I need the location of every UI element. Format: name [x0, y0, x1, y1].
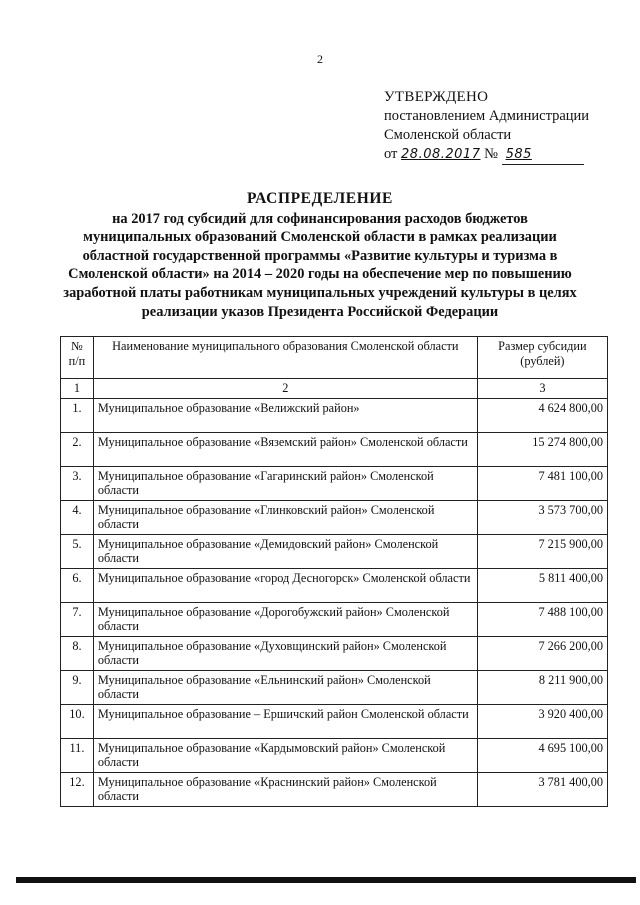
row-subsidy-amount: 8 211 900,00	[477, 670, 607, 704]
row-municipality-name: Муниципальное образование «Дорогобужский район» Смоленской области	[93, 602, 477, 636]
approval-region-line: Смоленской области	[384, 127, 512, 143]
row-number: 9.	[61, 670, 94, 704]
row-municipality-name: Муниципальное образование «Велижский район»	[93, 398, 477, 432]
column-index-2: 2	[93, 379, 477, 399]
bottom-scan-edge	[16, 877, 636, 883]
table-row	[61, 466, 608, 500]
handwritten-number: 585	[505, 147, 532, 162]
row-number: 5.	[61, 534, 94, 568]
table-header-row	[61, 337, 608, 379]
column-index-1: 1	[61, 379, 94, 399]
title-line-4: Смоленской области» на 2014 – 2020 годы на обеспечение мер по повышению	[68, 266, 572, 283]
title-line-6: реализации указов Президента Российской Федерации	[141, 303, 499, 320]
row-number: 1.	[61, 398, 94, 432]
page-number: 2	[317, 52, 323, 66]
row-number: 3.	[61, 466, 94, 500]
row-number: 6.	[61, 568, 94, 602]
row-number: 4.	[61, 500, 94, 534]
row-number: 12.	[61, 772, 94, 806]
table-row	[61, 602, 608, 636]
row-subsidy-amount: 3 781 400,00	[477, 772, 607, 806]
column-index-row	[61, 379, 608, 399]
row-subsidy-amount: 4 624 800,00	[477, 398, 607, 432]
table-row	[61, 568, 608, 602]
header-amount: Размер субсидии (рублей)	[477, 337, 607, 379]
row-number: 2.	[61, 432, 94, 466]
table-row	[61, 670, 608, 704]
date-prefix: от	[384, 146, 398, 162]
title-line-3: областной государственной программы «Развитие культуры и туризма в	[82, 247, 558, 264]
document-title: РАСПРЕДЕЛЕНИЕ	[247, 190, 393, 207]
table-body	[61, 398, 608, 806]
row-municipality-name: Муниципальное образование «Гагаринский район» Смоленской области	[93, 466, 477, 500]
table-row	[61, 636, 608, 670]
row-municipality-name: Муниципальное образование «Глинковский район» Смоленской области	[93, 500, 477, 534]
table-row	[61, 534, 608, 568]
row-subsidy-amount: 15 274 800,00	[477, 432, 607, 466]
table-row	[61, 704, 608, 738]
table-row	[61, 432, 608, 466]
row-subsidy-amount: 3 920 400,00	[477, 704, 607, 738]
column-index-3: 3	[477, 379, 607, 399]
title-line-5: заработной платы работникам муниципальных учреждений культуры в целях	[63, 284, 577, 301]
number-prefix: №	[484, 146, 498, 162]
row-number: 10.	[61, 704, 94, 738]
row-municipality-name: Муниципальное образование «Краснинский район» Смоленской области	[93, 772, 477, 806]
row-municipality-name: Муниципальное образование «город Десногорск» Смоленской области	[93, 568, 477, 602]
handwritten-date: 28.08.2017	[401, 147, 481, 162]
row-subsidy-amount: 7 488 100,00	[477, 602, 607, 636]
header-num: № п/п	[61, 337, 94, 379]
row-municipality-name: Муниципальное образование «Ельнинский район» Смоленской области	[93, 670, 477, 704]
approval-date-line	[384, 145, 624, 165]
row-municipality-name: Муниципальное образование – Ершичский район Смоленской области	[93, 704, 477, 738]
row-subsidy-amount: 7 215 900,00	[477, 534, 607, 568]
row-municipality-name: Муниципальное образование «Вяземский район» Смоленской области	[93, 432, 477, 466]
header-name: Наименование муниципального образования Смоленской области	[93, 337, 477, 379]
table-row	[61, 772, 608, 806]
document-title-block	[40, 190, 600, 321]
row-subsidy-amount: 3 573 700,00	[477, 500, 607, 534]
distribution-table	[60, 336, 608, 807]
approval-heading: УТВЕРЖДЕНО	[384, 89, 489, 105]
table-row	[61, 398, 608, 432]
row-municipality-name: Муниципальное образование «Демидовский район» Смоленской области	[93, 534, 477, 568]
row-number: 7.	[61, 602, 94, 636]
table-row	[61, 500, 608, 534]
approval-block	[384, 88, 624, 165]
row-municipality-name: Муниципальное образование «Кардымовский район» Смоленской области	[93, 738, 477, 772]
approval-authority-line: постановлением Администрации	[384, 108, 590, 124]
row-number: 8.	[61, 636, 94, 670]
row-municipality-name: Муниципальное образование «Духовщинский район» Смоленской области	[93, 636, 477, 670]
row-subsidy-amount: 7 266 200,00	[477, 636, 607, 670]
row-number: 11.	[61, 738, 94, 772]
title-line-2: муниципальных образований Смоленской области в рамках реализации	[83, 229, 557, 246]
title-line-1: на 2017 год субсидий для софинансирования расходов бюджетов	[112, 210, 528, 227]
row-subsidy-amount: 4 695 100,00	[477, 738, 607, 772]
row-subsidy-amount: 5 811 400,00	[477, 568, 607, 602]
row-subsidy-amount: 7 481 100,00	[477, 466, 607, 500]
table-row	[61, 738, 608, 772]
